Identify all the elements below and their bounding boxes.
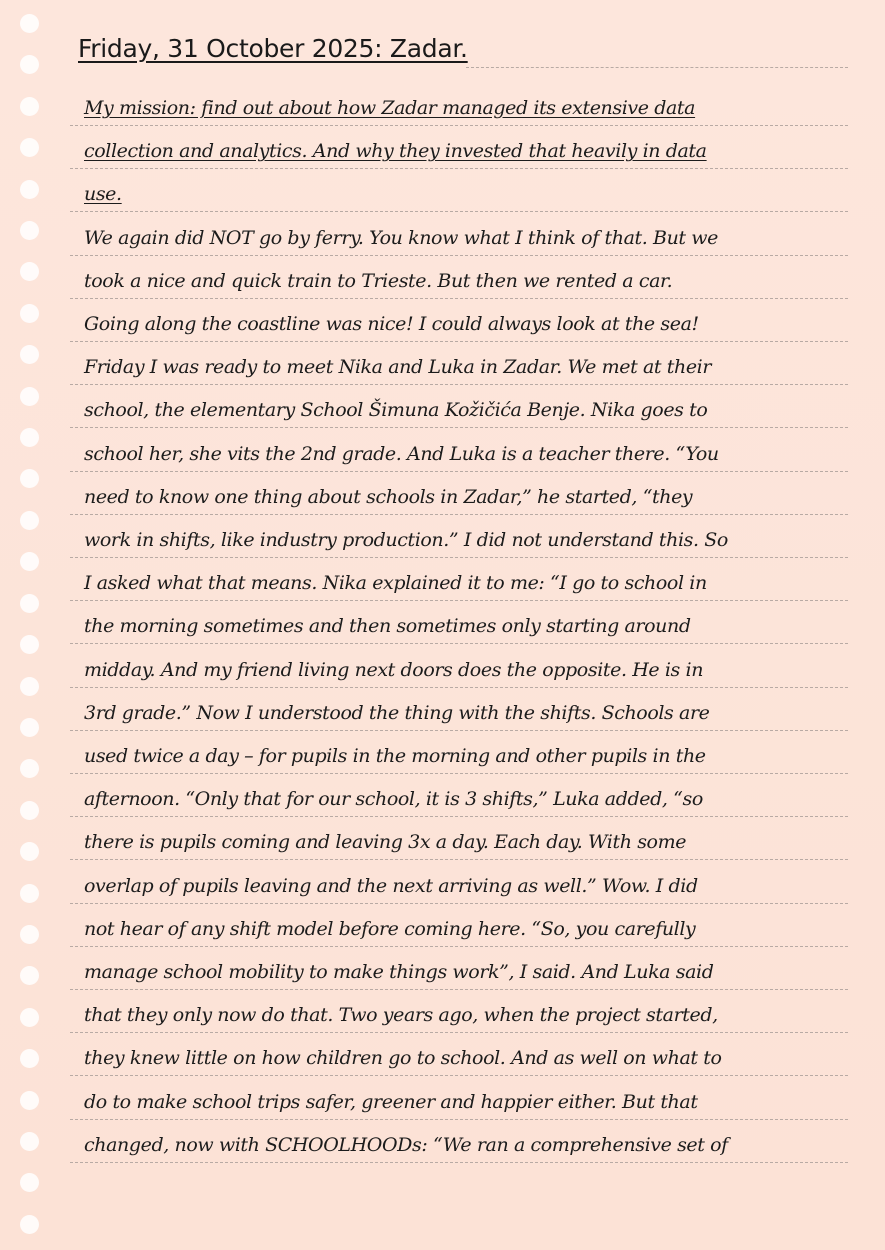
binder-hole (20, 1049, 39, 1068)
text-line (70, 1077, 848, 1120)
mission-line (70, 83, 848, 126)
binder-hole (20, 718, 39, 737)
text-line (70, 817, 848, 860)
binder-hole (20, 1132, 39, 1151)
text-line (70, 385, 848, 428)
line-text: took a nice and quick train to Trieste. But then we rented a car. (84, 269, 673, 292)
line-text: Friday I was ready to meet Nika and Luka in Zadar. We met at their (84, 356, 712, 379)
mission-line (70, 169, 848, 212)
binder-hole (20, 759, 39, 778)
binder-hole (20, 966, 39, 985)
binder-hole (20, 387, 39, 406)
line-text: that they only now do that. Two years ago, when the project started, (84, 1004, 718, 1027)
line-text: collection and analytics. And why they invested that heavily in data (84, 140, 707, 163)
binder-holes (20, 14, 44, 1234)
text-line (70, 429, 848, 472)
binder-hole (20, 138, 39, 157)
text-line (70, 342, 848, 385)
line-text: We again did NOT go by ferry. You know what I think of that. But we (84, 226, 718, 249)
binder-hole (20, 14, 39, 33)
binder-hole (20, 801, 39, 820)
text-line (70, 990, 848, 1033)
line-text: overlap of pupils leaving and the next arriving as well.” Wow. I did (84, 874, 698, 897)
line-text: I asked what that means. Nika explained it to me: “I go to school in (84, 572, 707, 595)
binder-hole (20, 469, 39, 488)
binder-hole (20, 1091, 39, 1110)
mission-line (70, 126, 848, 169)
line-text: 3rd grade.” Now I understood the thing with the shifts. Schools are (84, 701, 710, 724)
line-text: My mission: find out about how Zadar managed its extensive data (84, 97, 696, 119)
line-text: school, the elementary School Šimuna Kožičića Benje. Nika goes to (84, 399, 708, 422)
line-text: midday. And my friend living next doors does the opposite. He is in (84, 658, 704, 681)
text-line (70, 861, 848, 904)
line-text: use. (84, 183, 122, 206)
line-text: work in shifts, like industry production.” I did not understand this. So (84, 529, 728, 551)
text-line (70, 1120, 848, 1163)
binder-hole (20, 304, 39, 323)
text-line (70, 515, 848, 558)
binder-hole (20, 221, 39, 240)
text-line (70, 601, 848, 644)
line-text: do to make school trips safer, greener and happier either. But that (84, 1090, 698, 1113)
line-text: need to know one thing about schools in Zadar,” he started, “they (84, 485, 693, 508)
binder-hole (20, 1215, 39, 1234)
text-line (70, 213, 848, 256)
line-text: there is pupils coming and leaving 3x a day. Each day. With some (84, 831, 687, 854)
text-line (70, 1033, 848, 1076)
binder-hole (20, 55, 39, 74)
binder-hole (20, 180, 39, 199)
line-text: afternoon. “Only that for our school, it is 3 shifts,” Luka added, “so (84, 788, 703, 811)
binder-hole (20, 842, 39, 861)
text-line (70, 558, 848, 601)
binder-hole (20, 594, 39, 613)
binder-hole (20, 925, 39, 944)
binder-hole (20, 428, 39, 447)
binder-hole (20, 1173, 39, 1192)
binder-hole (20, 345, 39, 364)
line-text: used twice a day – for pupils in the morning and other pupils in the (84, 745, 706, 767)
text-line (70, 299, 848, 342)
line-text: not hear of any shift model before coming here. “So, you carefully (84, 917, 696, 940)
line-text: school her, she vits the 2nd grade. And Luka is a teacher there. “You (84, 442, 719, 465)
binder-hole (20, 884, 39, 903)
text-line (70, 774, 848, 817)
binder-hole (20, 635, 39, 654)
binder-hole (20, 262, 39, 281)
text-line (70, 256, 848, 299)
binder-hole (20, 1008, 39, 1027)
binder-hole (20, 511, 39, 530)
line-text: the morning sometimes and then sometimes only starting around (84, 615, 691, 638)
title-rule (466, 66, 848, 68)
binder-hole (20, 677, 39, 696)
binder-hole (20, 552, 39, 571)
text-line (70, 904, 848, 947)
text-line (70, 688, 848, 731)
text-line (70, 472, 848, 515)
line-text: they knew little on how children go to school. And as well on what to (84, 1047, 722, 1070)
line-text: manage school mobility to make things work”, I said. And Luka said (84, 961, 714, 983)
text-line (70, 947, 848, 990)
text-line (70, 731, 848, 774)
page-title: Friday, 31 October 2025: Zadar. (78, 34, 468, 63)
binder-hole (20, 97, 39, 116)
line-text: changed, now with SCHOOLHOODs: “We ran a comprehensive set of (84, 1133, 728, 1156)
text-line (70, 645, 848, 688)
line-text: Going along the coastline was nice! I could always look at the sea! (84, 313, 699, 335)
